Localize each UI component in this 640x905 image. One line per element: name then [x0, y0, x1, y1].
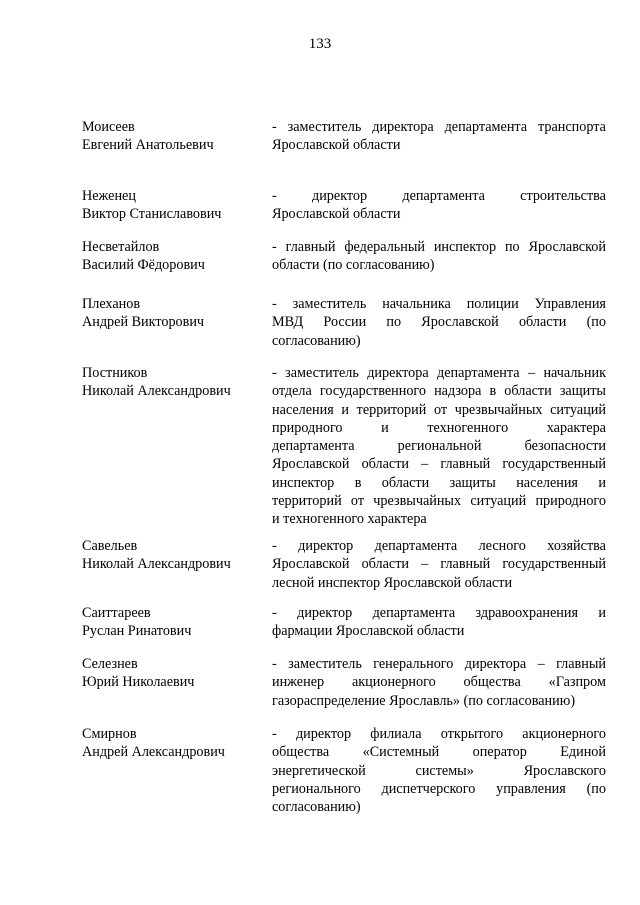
person-name [82, 295, 272, 350]
person-name [82, 238, 272, 275]
position-line: инженер акционерного общества «Газпром [272, 674, 606, 691]
surname: Несветайлов [82, 239, 160, 255]
page-number: 133 [308, 36, 332, 52]
entry-moiseev [82, 118, 606, 155]
position-description [272, 238, 606, 275]
position-line: отдела государственного надзора в области защиты [272, 383, 606, 400]
person-name [82, 725, 272, 816]
given-names: Николай Александрович [82, 383, 231, 400]
position-line: - директор филиала открытого акционерного [272, 726, 606, 742]
position-description [272, 295, 606, 350]
person-name [82, 118, 272, 155]
position-line: фармации Ярославской области [272, 623, 465, 640]
position-line: - заместитель директора департамента – начальник [272, 365, 606, 381]
position-line: территорий от чрезвычайных ситуаций природного [272, 493, 606, 510]
position-line: и техногенного характера [272, 511, 427, 528]
position-description [272, 604, 606, 641]
surname: Моисеев [82, 119, 135, 135]
given-names: Андрей Александрович [82, 744, 225, 761]
position-line: - директор департамента лесного хозяйства [272, 538, 606, 554]
position-line: - заместитель директора департамента транспорта [272, 119, 606, 135]
person-name [82, 537, 272, 592]
person-name [82, 364, 272, 529]
surname: Плеханов [82, 296, 141, 312]
position-line: энергетической системы» Ярославского [272, 762, 606, 779]
surname: Постников [82, 365, 148, 381]
position-line: инспектор в области защиты населения и [272, 474, 606, 491]
entry-seleznev [82, 655, 606, 710]
surname: Неженец [82, 188, 136, 204]
surname: Савельев [82, 538, 138, 554]
position-line: - главный федеральный инспектор по Ярославской [272, 239, 606, 255]
position-line: Ярославской области [272, 137, 401, 154]
position-description [272, 118, 606, 155]
position-line: области (по согласованию) [272, 257, 435, 274]
surname: Саиттареев [82, 605, 151, 621]
position-line: - заместитель начальника полиции Управления [272, 296, 606, 312]
person-name [82, 604, 272, 641]
position-line: департамента региональной безопасности [272, 438, 606, 455]
entry-smirnov [82, 725, 606, 816]
position-line: лесной инспектор Ярославской области [272, 574, 513, 591]
position-line: населения и территорий от чрезвычайных ситуаций [272, 401, 606, 418]
position-line: Ярославской области – главный государственный [272, 556, 606, 573]
entry-plekhanov [82, 295, 606, 350]
position-line: Ярославской области – главный государственный [272, 456, 606, 473]
position-description [272, 187, 606, 224]
given-names: Николай Александрович [82, 556, 231, 573]
person-name [82, 655, 272, 710]
position-line: природного и техногенного характера [272, 419, 606, 436]
position-line: согласованию) [272, 332, 361, 349]
position-description [272, 655, 606, 710]
position-line: - директор департамента здравоохранения и [272, 605, 606, 621]
position-line: Ярославской области [272, 206, 401, 223]
given-names: Виктор Станиславович [82, 206, 222, 223]
entry-saittareev [82, 604, 606, 641]
entry-postnikov [82, 364, 606, 529]
given-names: Руслан Ринатович [82, 623, 192, 640]
given-names: Юрий Николаевич [82, 674, 195, 691]
given-names: Андрей Викторович [82, 314, 205, 331]
position-line: - директор департамента строительства [272, 188, 606, 204]
position-description [272, 364, 606, 529]
entry-saveliev [82, 537, 606, 592]
person-name [82, 187, 272, 224]
entry-nezhenets [82, 187, 606, 224]
position-description [272, 725, 606, 816]
entry-nesvetailov [82, 238, 606, 275]
given-names: Василий Фёдорович [82, 257, 205, 274]
position-line: согласованию) [272, 799, 361, 816]
position-line: МВД России по Ярославской области (по [272, 314, 606, 331]
surname: Селезнев [82, 656, 138, 672]
position-line: - заместитель генерального директора – главный [272, 656, 606, 672]
position-line: регионального диспетчерского управления (по [272, 780, 606, 797]
given-names: Евгений Анатольевич [82, 137, 214, 154]
position-line: общества «Системный оператор Единой [272, 744, 606, 761]
position-description [272, 537, 606, 592]
position-line: газораспределение Ярославль» (по согласованию) [272, 692, 576, 709]
surname: Смирнов [82, 726, 137, 742]
